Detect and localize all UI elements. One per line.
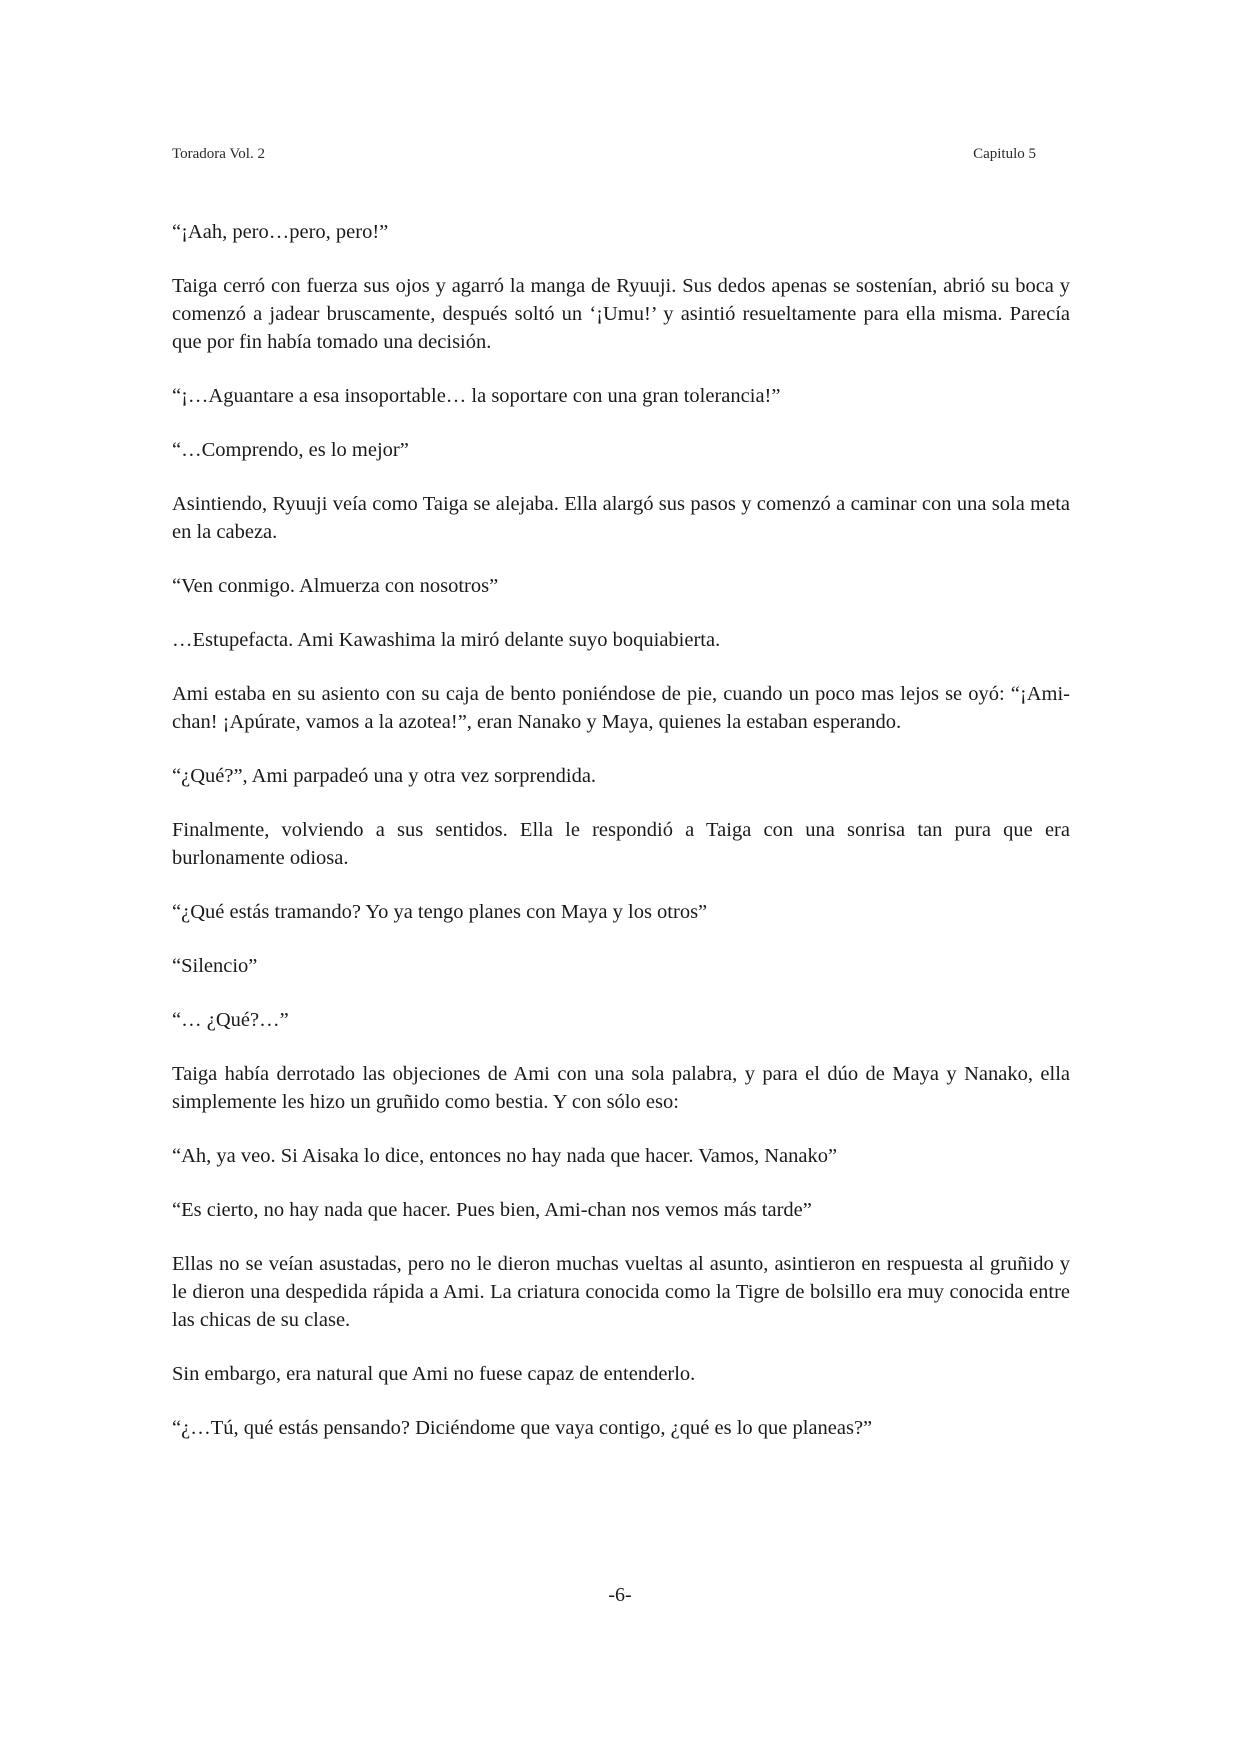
paragraph: “Silencio”: [172, 955, 258, 977]
paragraph: “¿Qué estás tramando? Yo ya tengo planes con Maya y los otros”: [172, 901, 708, 923]
paragraph: “…Comprendo, es lo mejor”: [172, 439, 409, 461]
page-header: [172, 146, 1036, 170]
page-number: -6-: [608, 1584, 632, 1606]
header-book-title: Toradora Vol. 2: [172, 146, 265, 162]
paragraph: “¿…Tú, qué estás pensando? Diciéndome que vaya contigo, ¿qué es lo que planeas?”: [172, 1417, 873, 1439]
paragraph: “… ¿Qué?…”: [172, 1009, 289, 1031]
paragraph: “Ah, ya veo. Si Aisaka lo dice, entonces no hay nada que hacer. Vamos, Nanako”: [172, 1145, 838, 1167]
paragraph: …Estupefacta. Ami Kawashima la miró delante suyo boquiabierta.: [172, 629, 721, 651]
paragraph: Taiga cerró con fuerza sus ojos y agarró la manga de Ryuuji. Sus dedos apenas se sostenían, abrió su boca y comenzó a jadear bruscamente, después soltó un ‘¡Umu!’ y asintió resueltamente para ella misma. Parecía que por fin había tomado una decisión.: [172, 275, 1070, 353]
paragraph: Ellas no se veían asustadas, pero no le dieron muchas vueltas al asunto, asintieron en respuesta al gruñido y le dieron una despedida rápida a Ami. La criatura conocida como la Tigre de bolsillo era muy conocida entre las chicas de su clase.: [172, 1253, 1070, 1331]
paragraph: “¡Aah, pero…pero, pero!”: [172, 221, 389, 243]
paragraph: Finalmente, volviendo a sus sentidos. Ella le respondió a Taiga con una sonrisa tan pura que era burlonamente odiosa.: [172, 819, 1070, 869]
paragraph: Sin embargo, era natural que Ami no fuese capaz de entenderlo.: [172, 1363, 696, 1385]
header-chapter: Capitulo 5: [973, 146, 1036, 162]
paragraph: Asintiendo, Ryuuji veía como Taiga se alejaba. Ella alargó sus pasos y comenzó a caminar con una sola meta en la cabeza.: [172, 493, 1070, 543]
paragraph: “Ven conmigo. Almuerza con nosotros”: [172, 575, 499, 597]
page-body: [172, 218, 1070, 1468]
paragraph: Ami estaba en su asiento con su caja de bento poniéndose de pie, cuando un poco mas lejos se oyó: “¡Ami-chan! ¡Apúrate, vamos a la azotea!”, eran Nanako y Maya, quienes la estaban esperando.: [172, 683, 1070, 733]
paragraph: “¿Qué?”, Ami parpadeó una y otra vez sorprendida.: [172, 765, 597, 787]
paragraph: “¡…Aguantare a esa insoportable… la soportare con una gran tolerancia!”: [172, 385, 781, 407]
paragraph: “Es cierto, no hay nada que hacer. Pues bien, Ami-chan nos vemos más tarde”: [172, 1199, 812, 1221]
paragraph: Taiga había derrotado las objeciones de Ami con una sola palabra, y para el dúo de Maya y Nanako, ella simplemente les hizo un gruñido como bestia. Y con sólo eso:: [172, 1063, 1070, 1113]
